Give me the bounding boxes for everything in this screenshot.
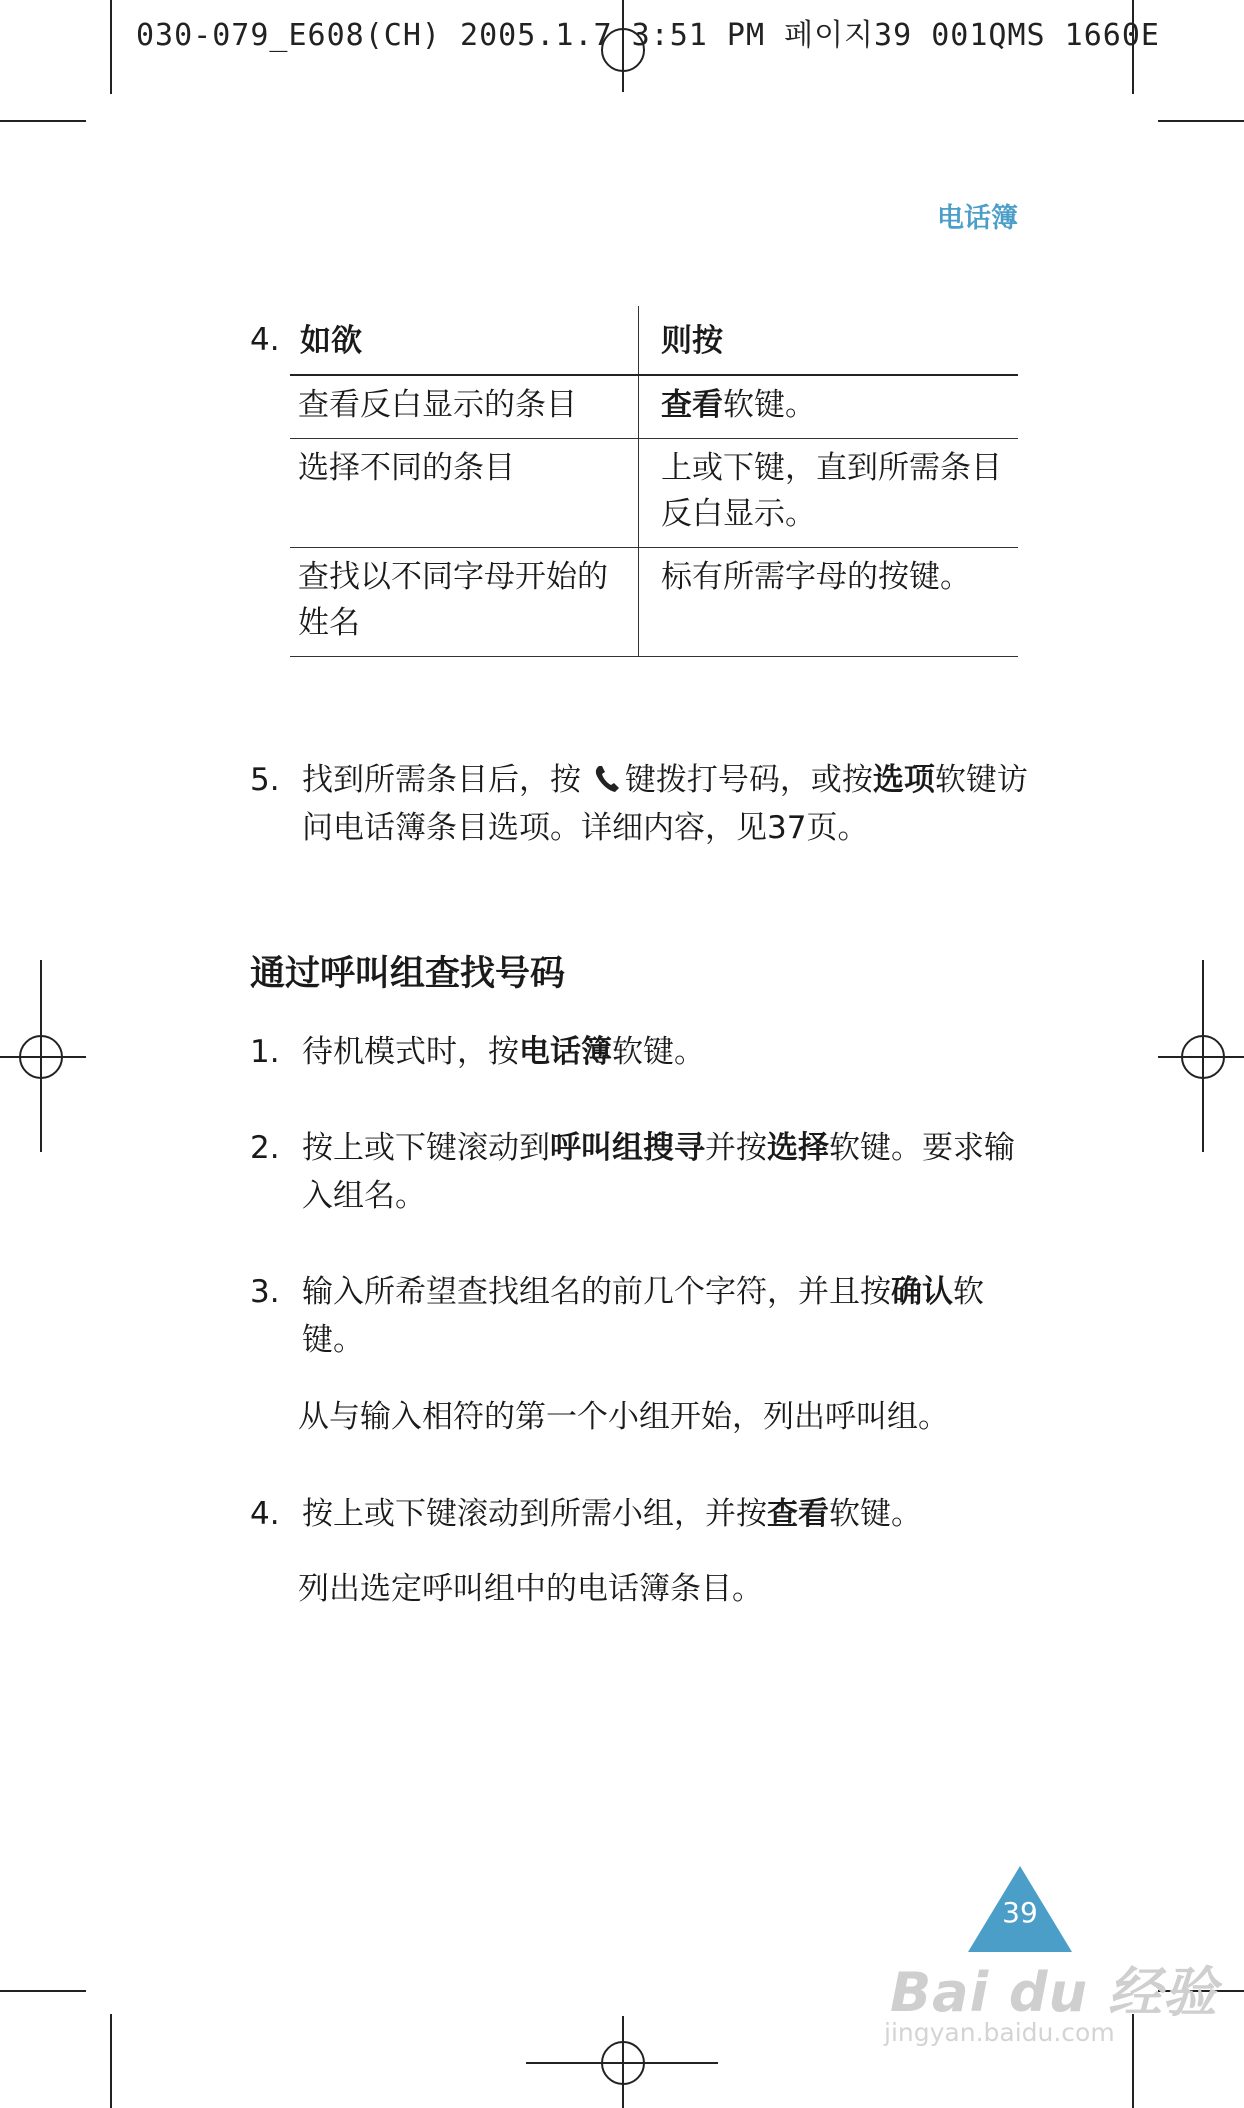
registration-mark [1181,1035,1225,1079]
text-run: 软键。 [612,1034,705,1070]
crop-mark [1132,2014,1134,2108]
step-text [302,756,1030,852]
watermark-logo: Bai du 经验 [890,1961,1218,2024]
text-run: 按上或下键滚动到 [302,1130,550,1166]
step-text [302,1124,1030,1220]
section-step-3 [250,1268,1030,1364]
section-step-4 [250,1490,1030,1538]
registration-mark [19,1035,63,1079]
table-cell: 查看反白显示的条目 [290,375,639,439]
step-5 [250,756,1030,852]
section-title: 通过呼叫组查找号码 [250,954,566,994]
print-slug: 030-079_E608(CH) 2005.1.7 3:51 PM 페이지39 001QMS 1660E [136,18,1160,53]
table-header-row [290,306,1018,375]
registration-mark [601,2041,645,2085]
table-cell: 上或下键，直到所需条目反白显示。 [639,439,1019,548]
bold-term: 查看 [767,1496,829,1532]
section-step-2 [250,1124,1030,1220]
text-run: 软键。要求输入组名。 [302,1130,1015,1214]
phone-handset-icon [591,761,625,795]
action-table [290,306,1018,657]
table-cell: 标有所需字母的按键。 [639,548,1019,657]
bold-term: 查看 [661,387,723,423]
bold-term: 选择 [767,1130,829,1166]
table-row [290,375,1018,439]
running-head: 电话簿 [937,203,1018,234]
text-run: 软键访问电话簿条目选项。详细内容，见37页。 [302,762,1028,846]
step-note: 列出选定呼叫组中的电话簿条目。 [298,1571,763,1607]
step-number: 1. [250,1034,280,1070]
bold-term: 呼叫组搜寻 [550,1130,705,1166]
cell-text: 软键。 [723,387,816,423]
table-cell: 选择不同的条目 [290,439,639,548]
step-text [302,1028,1030,1076]
step-note: 从与输入相符的第一个小组开始，列出呼叫组。 [298,1399,949,1435]
step-text [302,1490,1030,1538]
step-text [302,1268,1030,1364]
text-run: 软键。 [302,1274,984,1358]
text-run: 键拨打号码，或按 [624,762,873,798]
text-run: 输入所希望查找组名的前几个字符，并且按 [302,1274,891,1310]
text-run: 按上或下键滚动到所需小组，并按 [302,1496,767,1532]
section-step-1 [250,1028,1030,1076]
bold-term: 确认 [891,1274,953,1310]
table-cell: 查找以不同字母开始的姓名 [290,548,639,657]
step-number: 3. [250,1274,280,1310]
column-header: 如欲 [290,306,639,375]
watermark-url: jingyan.baidu.com [884,2018,1115,2047]
step-number: 4. [250,1496,280,1532]
table-cell [639,375,1019,439]
table-row [290,439,1018,548]
bold-term: 电话簿 [519,1034,612,1070]
page-number: 39 [1002,1896,1038,1929]
column-header: 则按 [639,306,1019,375]
crop-mark [0,1990,86,1992]
table-row [290,548,1018,657]
crop-mark [0,120,86,122]
crop-mark [110,0,112,94]
step-number: 2. [250,1130,280,1166]
text-run: 找到所需条目后，按 [302,762,581,798]
crop-mark [1158,120,1244,122]
bold-term: 选项 [872,762,935,798]
text-run: 软键。 [829,1496,922,1532]
text-run: 并按 [705,1130,767,1166]
text-run: 待机模式时，按 [302,1034,519,1070]
crop-mark [110,2014,112,2108]
step-number: 4. [250,322,280,358]
step-number: 5. [250,762,280,798]
